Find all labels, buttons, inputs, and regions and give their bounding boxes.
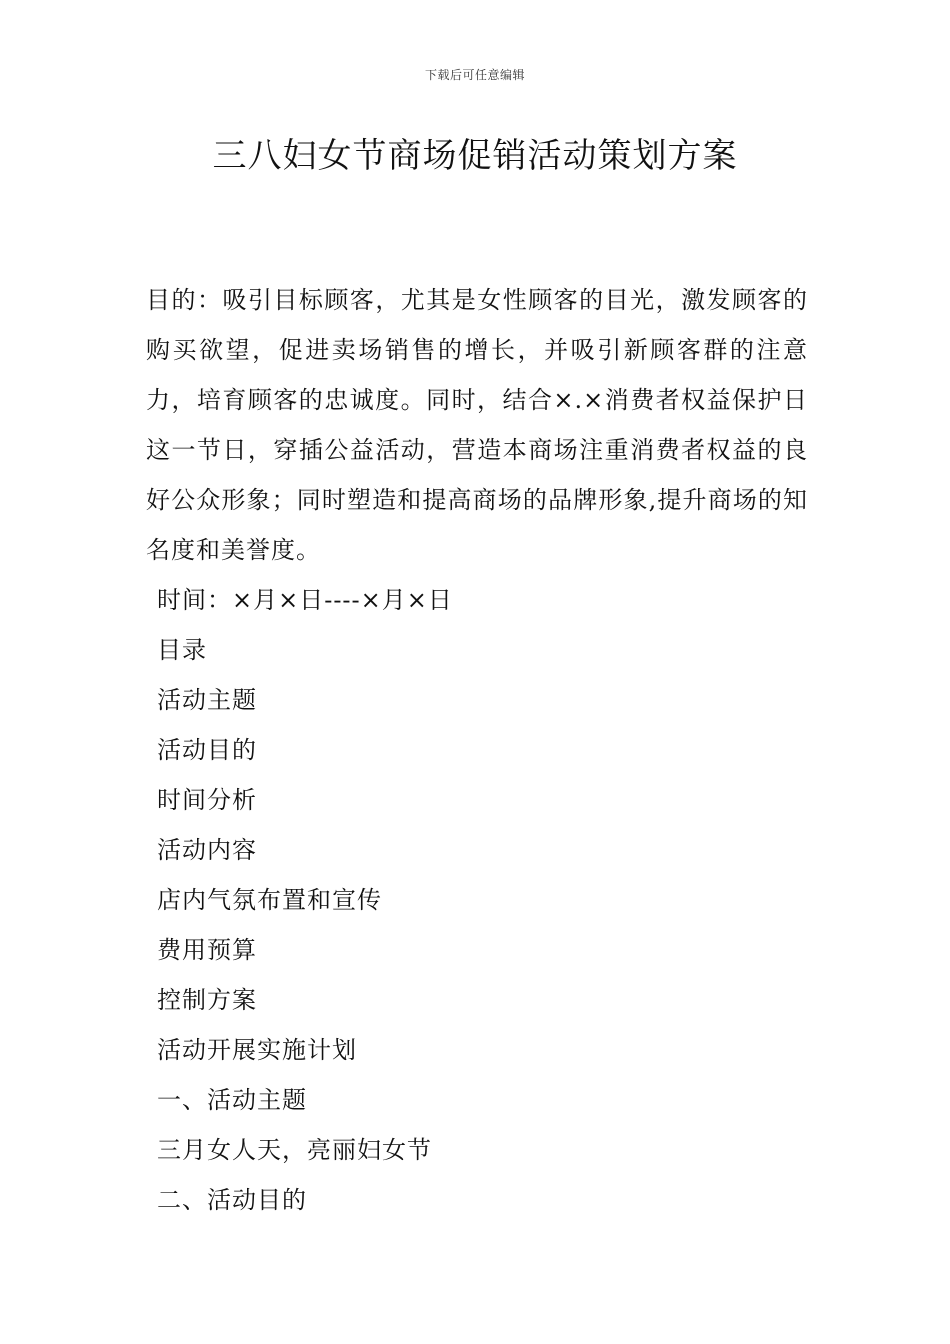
document-title: 三八妇女节商场促销活动策划方案 [212,136,738,176]
time-line: 时间：×月×日----×月×日 [157,586,453,614]
section-2-heading: 二、活动目的 [157,1186,307,1214]
header-note: 下载后可任意编辑 [424,68,525,82]
intro-paragraph: 目的：吸引目标顾客，尤其是女性顾客的目光，激发顾客的购买欲望，促进卖场销售的增长，并吸引新顾客群的注意力，培育顾客的忠诚度。同时，结合×.×消费者权益保护日这一节日，穿插公益活动，营造本商场注重消费者权益的良好公众形象；同时塑造和提高商场的品牌形象,提升商场的知名度和美誉度。 [146,286,808,564]
toc-item-purpose: 活动目的 [157,736,257,764]
toc-item-theme: 活动主题 [157,686,257,714]
toc-item-atmosphere: 店内气氛布置和宣传 [157,886,382,914]
toc-item-plan: 活动开展实施计划 [157,1036,357,1064]
section-1-text: 三月女人天，亮丽妇女节 [157,1136,432,1164]
section-1-heading: 一、活动主题 [157,1086,307,1114]
toc-item-time-analysis: 时间分析 [157,786,257,814]
toc-heading: 目录 [157,636,207,664]
toc-item-control: 控制方案 [157,986,257,1014]
toc-item-content: 活动内容 [157,836,257,864]
toc-item-budget: 费用预算 [157,936,257,964]
document-body [146,275,808,1225]
